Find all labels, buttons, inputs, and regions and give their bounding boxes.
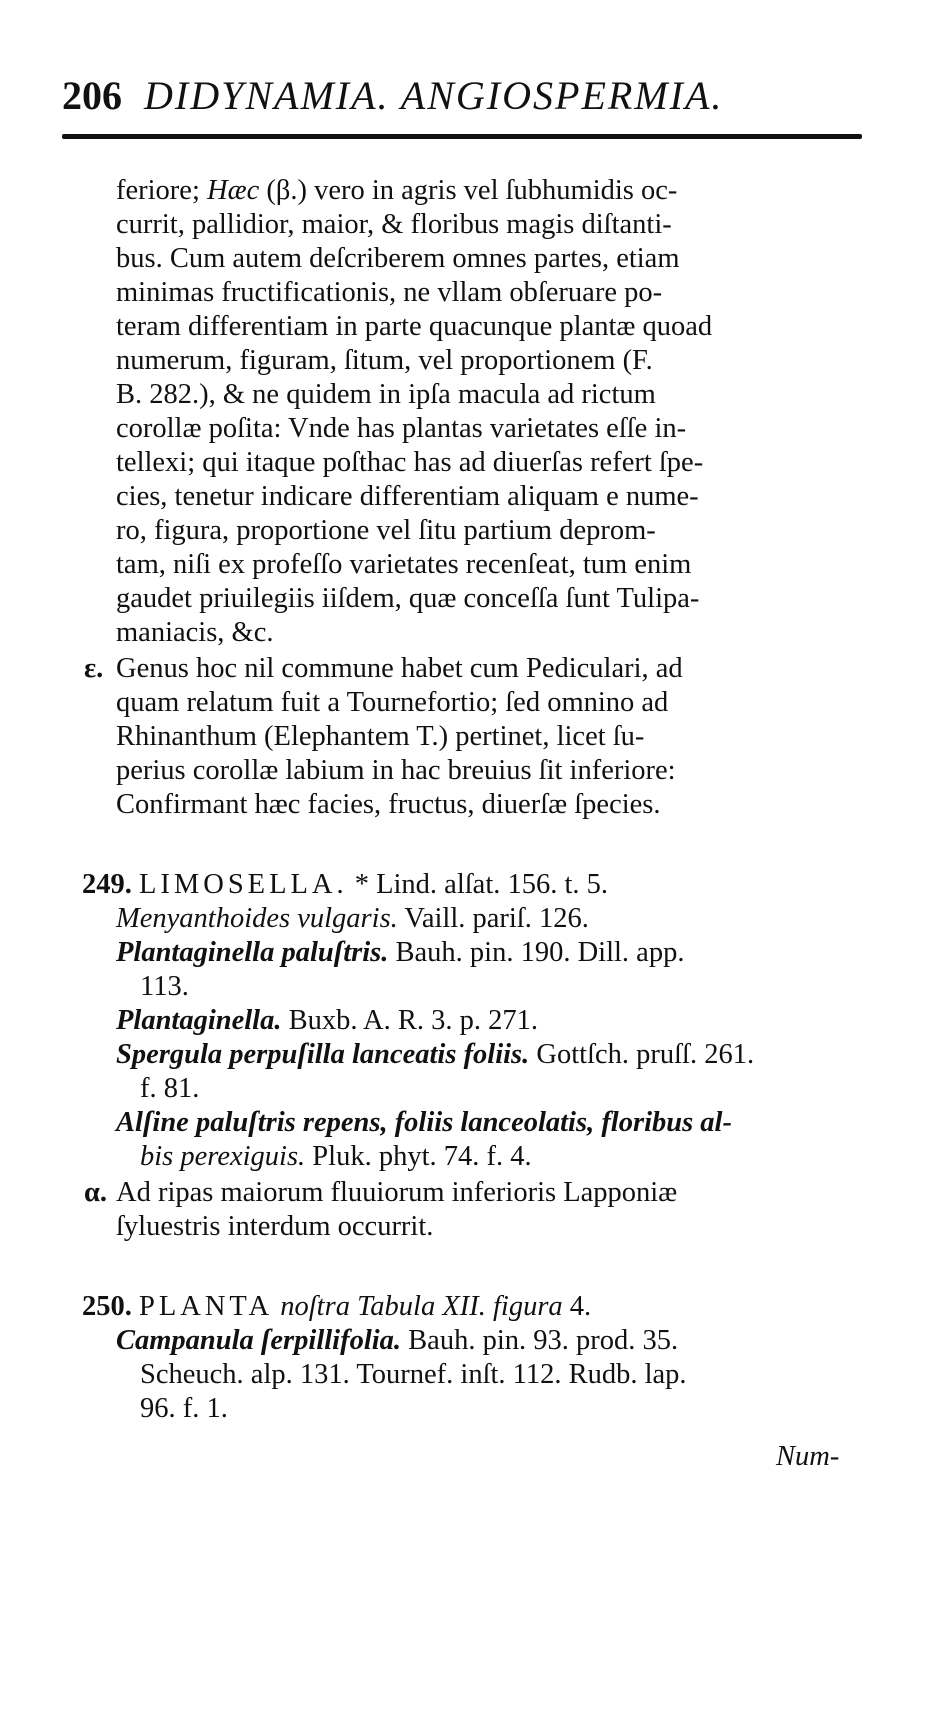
text-line: 96. f. 1.	[140, 1393, 228, 1424]
header-rule	[62, 134, 862, 139]
text-line: teram differentiam in parte quacunque plantæ quoad	[116, 311, 713, 342]
text-line: minimas fructificationis, ne vllam obſeruare po-	[116, 277, 663, 308]
synonym-line: Spergula perpuſilla lanceatis foliis. Gottſch. pruſſ. 261.	[116, 1039, 755, 1070]
text-line: currit, pallidior, maior, & floribus magis diſtanti-	[116, 209, 672, 240]
running-header	[62, 72, 862, 119]
text-line: Confirmant hæc facies, fructus, diuerſæ ſpecies.	[116, 789, 661, 820]
genus-name: LIMOSELLA.	[139, 869, 348, 900]
text-line: numerum, figuram, ſitum, vel proportionem (F.	[116, 345, 653, 376]
entry-number: 250.	[82, 1291, 132, 1322]
text-line: tam, niſi ex profeſſo varietates recenſeat, tum enim	[116, 549, 692, 580]
text-line: cies, tenetur indicare differentiam aliquam e nume-	[116, 481, 699, 512]
entry-name: PLANTA	[139, 1291, 274, 1322]
entry-reference: * Lind. alſat. 156. t. 5.	[354, 869, 609, 900]
section-marker: ε.	[84, 653, 104, 684]
page-number: 206	[62, 73, 122, 118]
text-line: ſyluestris interdum occurrit.	[116, 1211, 434, 1242]
synonym-line: Campanula ſerpillifolia. Bauh. pin. 93. prod. 35.	[116, 1325, 679, 1356]
synonym-line: 113.	[140, 971, 189, 1002]
text-line: Genus hoc nil commune habet cum Pediculari, ad	[116, 653, 683, 684]
synonym-line: Plantaginella paluſtris. Bauh. pin. 190. Dill. app.	[116, 937, 685, 968]
text-line: corollæ poſita: Vnde has plantas varietates eſſe in-	[116, 413, 687, 444]
text-line: Scheuch. alp. 131. Tournef. inſt. 112. Rudb. lap.	[140, 1359, 687, 1390]
text-line: Ad ripas maiorum fluuiorum inferioris Lapponiæ	[116, 1177, 678, 1208]
synonym-line: Plantaginella. Buxb. A. R. 3. p. 271.	[116, 1005, 539, 1036]
text-line: ro, figura, proportione vel ſitu partium deprom-	[116, 515, 656, 546]
entry-number: 249.	[82, 869, 132, 900]
entry-heading	[82, 868, 608, 902]
section-marker: α.	[84, 1177, 108, 1208]
catchword: Num-	[776, 1441, 840, 1472]
text-line: quam relatum fuit a Tournefortio; ſed omnino ad	[116, 687, 669, 718]
text-line: feriore; Hæc (β.) vero in agris vel ſubhumidis oc-	[116, 175, 678, 206]
text-line: gaudet priuilegiis iiſdem, quæ conceſſa ſunt Tulipa-	[116, 583, 700, 614]
running-title: DIDYNAMIA. ANGIOSPERMIA.	[144, 73, 724, 118]
synonym-line: Alſine paluſtris repens, foliis lanceolatis, floribus al-	[116, 1107, 732, 1138]
text-line: maniacis, &c.	[116, 617, 274, 648]
text-line: perius corollæ labium in hac breuius ſit inferiore:	[116, 755, 676, 786]
text-line: tellexi; qui itaque poſthac has ad diuerſas refert ſpe-	[116, 447, 704, 478]
entry-heading: 250. PLANTA noſtra Tabula XII. figura 4.	[82, 1291, 592, 1322]
synonym-line: Menyanthoides vulgaris. Vaill. pariſ. 126.	[116, 903, 589, 934]
synonym-line: f. 81.	[140, 1073, 200, 1104]
text-line: bus. Cum autem deſcriberem omnes partes, etiam	[116, 243, 680, 274]
text-line: B. 282.), & ne quidem in ipſa macula ad rictum	[116, 379, 656, 410]
text-line: Rhinanthum (Elephantem T.) pertinet, licet ſu-	[116, 721, 645, 752]
synonym-line: bis perexiguis. Pluk. phyt. 74. f. 4.	[140, 1141, 532, 1172]
